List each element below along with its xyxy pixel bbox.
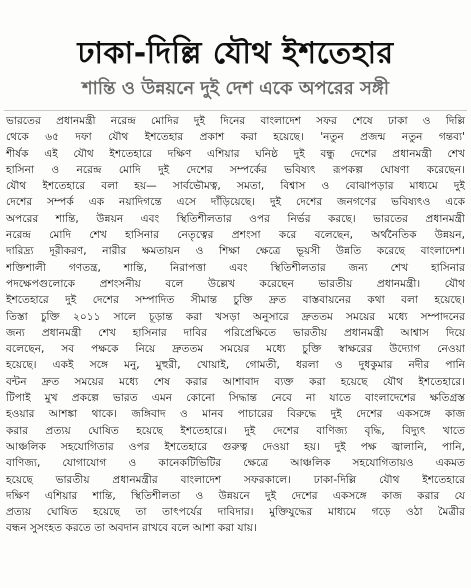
body-line: হয়েছে। একই সঙ্গে মনু, মুহুরী, খোয়াই, গোমতী, ধরলা ও দুধকুমার নদীর পানি <box>6 359 465 372</box>
subheadline: শান্তি ও উন্নয়নে দুই দেশ একে অপরের সঙ্গী <box>82 78 389 99</box>
body-line: হাসিনা ও নরেন্দ্র মোদি দুই দেশের সম্পর্কের ভবিষ্যৎ রূপকল্প ঘোষণা করেছেন। <box>6 163 465 176</box>
body-line: দারিদ্র্য দূরীকরণ, নারীর ক্ষমতায়ন ও শিক্ষা ক্ষেত্রে ভূয়সী উন্নতি করেছে বাংলাদেশ। <box>6 245 465 258</box>
body-line: তিস্তা চুক্তি ২০১১ সালে চূড়ান্ত করা খসড়া অনুসারে দ্রুততম সময়ের মধ্যে সম্পাদনের <box>6 310 465 323</box>
body-line: দক্ষিণ এশিয়ার শান্তি, স্থিতিশীলতা ও উন্নয়নে দুই দেশের একসঙ্গে কাজ করার যে <box>6 489 465 502</box>
body-line: করার প্রত্যয় ঘোষিত হয়েছে ইশতেহারে। দুই দেশের বাণিজ্য বৃদ্ধি, বিদ্যুৎ খাতে <box>6 424 465 437</box>
headline: ঢাকা-দিল্লি যৌথ ইশতেহার <box>77 36 394 71</box>
body-line: বলেছেন, সব পক্ষকে নিয়ে দ্রুততম সময়ের মধ্যে চুক্তি স্বাক্ষরের উদ্যোগ নেওয়া <box>6 343 465 356</box>
body-line: দেশের সম্পর্ক এক নয়াদিগন্তে এসে দাঁড়িয়েছে। দুই দেশের জনগণের ভবিষ্যৎও একে <box>6 196 465 209</box>
body-line: যৌথ ইশতেহারে বলা হয়— সার্বভৌমত্ব, সমতা, বিশ্বাস ও বোঝাপড়ার মাধ্যমে দুই <box>6 180 465 193</box>
body-line: থেকে ৬৫ দফা যৌথ ইশতেহার প্রকাশ করা হয়েছে। 'নতুন প্রজন্ম নতুন গন্তব্য' <box>6 131 465 144</box>
body-line: অপরের শান্তি, উন্নয়ন এবং স্থিতিশীলতার ওপর নির্ভর করছে। ভারতের প্রধানমন্ত্রী <box>6 212 465 225</box>
body-line: প্রত্যয় ঘোষিত হয়েছে তা তাৎপর্যের দাবিদার। মুক্তিযুদ্ধের মাধ্যমে গড়ে ওঠা মৈত্রীর <box>6 506 465 519</box>
body-line: নরেন্দ্র মোদি শেখ হাসিনার নেতৃত্বের প্রশংসা করে বলেছেন, অর্থনৈতিক উন্নয়ন, <box>6 229 465 242</box>
body-line: ইশতেহারে দুই দেশের সম্পাদিত সীমান্ত চুক্তি দ্রুত বাস্তবায়নের কথা বলা হয়েছে। <box>6 294 465 307</box>
divider <box>4 110 467 111</box>
body-line: বাণিজ্য, যোগাযোগ ও কানেকটিভিটির ক্ষেত্রে আঞ্চলিক সহযোগিতায়ও একমত <box>6 457 465 470</box>
body-line: বন্ধন সুসংহত করতে তা অবদান রাখবে বলে আশা করা যায়। <box>6 522 257 535</box>
body-line: পদক্ষেপগুলোকে প্রশংসনীয় বলে উল্লেখ করেছেন ভারতীয় প্রধানমন্ত্রী। যৌথ <box>6 277 465 290</box>
body-line: ভারতের প্রধানমন্ত্রী নরেন্দ্র মোদির দুই দিনের বাংলাদেশ সফর শেষে ঢাকা ও দিল্লি <box>6 115 465 127</box>
body-line: জন্য প্রধানমন্ত্রী শেখ হাসিনার দাবির পরিপ্রেক্ষিতে ভারতীয় প্রধানমন্ত্রী আশ্বাস দিয়ে <box>6 326 465 339</box>
body-line: টিপাই মুখ প্রকল্পে ভারত এমন কোনো সিদ্ধান্ত নেবে না যাতে বাংলাদেশের ক্ষতিগ্রস্ত <box>6 392 465 405</box>
body-line: হওয়ার আশঙ্কা থাকে। জঙ্গিবাদ ও মানব পাচারের বিরুদ্ধে দুই দেশের একসঙ্গে কাজ <box>6 408 465 421</box>
body-line: শীর্ষক এই যৌথ ইশতেহারে দক্ষিণ এশিয়ার ঘনিষ্ঠ দুই বন্ধু দেশের প্রধানমন্ত্রী শেখ <box>6 147 465 160</box>
body-line: শক্তিশালী গণতন্ত্র, শান্তি, নিরাপত্তা এবং স্থিতিশীলতার জন্য শেখ হাসিনার <box>6 261 465 274</box>
body-line: আঞ্চলিক সহযোগিতার ওপর ইশতেহারে গুরুত্ব দেওয়া হয়। দুই পক্ষ জ্বালানি, পানি, <box>6 440 465 453</box>
body-line: হয়েছে ভারতীয় প্রধানমন্ত্রীর বাংলাদেশ সফরকালে। ঢাকা-দিল্লি যৌথ ইশতেহারে <box>6 473 465 486</box>
body-line: বন্টন দ্রুত সময়ের মধ্যে শেষ করার আশাবাদ ব্যক্ত করা হয়েছে যৌথ ইশতেহারে। <box>6 375 465 388</box>
article-body <box>6 113 465 537</box>
